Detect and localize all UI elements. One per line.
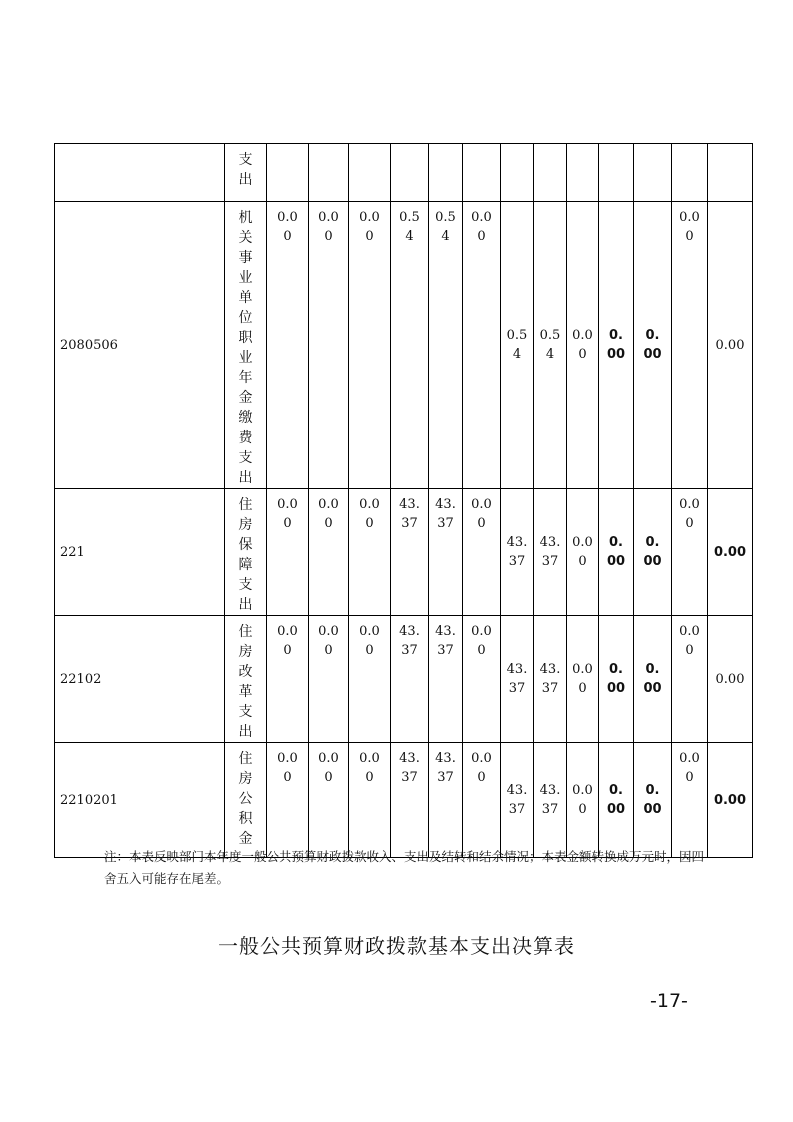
- amount-cell: [267, 144, 309, 202]
- amount-cell: [567, 743, 599, 858]
- amount-cell-text: 0.00: [606, 535, 626, 569]
- amount-cell: [463, 144, 501, 202]
- amount-cell: [501, 743, 534, 858]
- amount-cell: [534, 144, 567, 202]
- amount-cell: [309, 144, 349, 202]
- amount-cell-text: 0.00: [679, 751, 700, 785]
- amount-cell-text: 0.54: [506, 328, 528, 362]
- amount-cell: [349, 202, 391, 489]
- amount-cell: [599, 489, 634, 616]
- amount-cell-text: 43.37: [539, 535, 561, 569]
- amount-cell: [429, 144, 463, 202]
- amount-cell: [634, 489, 672, 616]
- amount-cell-text: 43.37: [506, 783, 528, 817]
- subject-name-cell-text: 机关事业单位职业年金缴费支出: [238, 210, 253, 486]
- subject-name-cell: [225, 743, 267, 858]
- amount-cell-text: 0.00: [606, 783, 626, 817]
- amount-cell: [391, 616, 429, 743]
- amount-cell: [349, 144, 391, 202]
- amount-cell-text: 0.00: [572, 328, 593, 362]
- amount-cell-text: 43.37: [539, 783, 561, 817]
- amount-cell: [267, 743, 309, 858]
- subject-code-cell: [55, 743, 225, 858]
- amount-cell-text: 0.54: [435, 210, 456, 244]
- subject-code-cell: [55, 489, 225, 616]
- amount-cell-text: 0.00: [318, 624, 339, 658]
- amount-cell-text: 0.00: [713, 792, 747, 808]
- amount-cell: [672, 743, 708, 858]
- amount-cell: [634, 616, 672, 743]
- subject-name-cell-text: 支出: [238, 152, 253, 188]
- amount-cell: [349, 743, 391, 858]
- amount-cell-text: 0.54: [399, 210, 420, 244]
- amount-cell-text: 0.00: [715, 671, 745, 687]
- amount-cell-text: 43.37: [435, 497, 456, 531]
- amount-cell: [501, 144, 534, 202]
- amount-cell-text: 0.00: [277, 497, 298, 531]
- amount-cell: [349, 489, 391, 616]
- amount-cell: [634, 144, 672, 202]
- table-row: [55, 489, 753, 616]
- amount-cell: [309, 489, 349, 616]
- amount-cell-text: 0.00: [277, 751, 298, 785]
- amount-cell: [567, 616, 599, 743]
- amount-cell-text: 43.37: [435, 624, 456, 658]
- amount-cell: [634, 202, 672, 489]
- subject-name-cell: [225, 202, 267, 489]
- amount-cell-text: 0.00: [471, 624, 492, 658]
- amount-cell-text: 0.00: [679, 624, 700, 658]
- amount-cell: [708, 489, 753, 616]
- amount-cell-text: 0.00: [679, 497, 700, 531]
- amount-cell: [501, 489, 534, 616]
- amount-cell: [463, 743, 501, 858]
- amount-cell-text: 0.00: [643, 783, 662, 817]
- page-number: -17-: [650, 990, 688, 1012]
- amount-cell-text: 0.00: [713, 544, 747, 560]
- amount-cell-text: 43.37: [539, 662, 561, 696]
- amount-cell: [534, 202, 567, 489]
- amount-cell-text: 0.00: [471, 751, 492, 785]
- amount-cell: [429, 202, 463, 489]
- amount-cell: [267, 616, 309, 743]
- subject-name-cell: [225, 144, 267, 202]
- subject-code-cell-text: 2210201: [60, 792, 118, 808]
- amount-cell-text: 0.00: [471, 497, 492, 531]
- amount-cell: [672, 489, 708, 616]
- table-row: [55, 616, 753, 743]
- amount-cell: [309, 202, 349, 489]
- amount-cell: [599, 743, 634, 858]
- amount-cell-text: 43.37: [506, 535, 528, 569]
- amount-cell-text: 0.00: [471, 210, 492, 244]
- amount-cell-text: 0.00: [318, 497, 339, 531]
- amount-cell-text: 0.00: [606, 662, 626, 696]
- amount-cell-text: 0.00: [318, 751, 339, 785]
- subject-code-cell: [55, 616, 225, 743]
- amount-cell-text: 0.00: [318, 210, 339, 244]
- table-row: [55, 743, 753, 858]
- amount-cell: [599, 144, 634, 202]
- amount-cell: [534, 489, 567, 616]
- amount-cell-text: 43.37: [506, 662, 528, 696]
- amount-cell-text: 43.37: [435, 751, 456, 785]
- subject-code-cell: [55, 202, 225, 489]
- amount-cell-text: 0.00: [572, 783, 593, 817]
- amount-cell: [267, 489, 309, 616]
- amount-cell: [501, 202, 534, 489]
- amount-cell-text: 0.00: [643, 662, 662, 696]
- amount-cell: [391, 202, 429, 489]
- budget-table: [54, 143, 753, 858]
- amount-cell: [309, 616, 349, 743]
- amount-cell-text: 0.00: [359, 751, 380, 785]
- amount-cell: [599, 202, 634, 489]
- amount-cell: [567, 489, 599, 616]
- amount-cell-text: 0.00: [277, 210, 298, 244]
- amount-cell: [708, 202, 753, 489]
- amount-cell: [349, 616, 391, 743]
- amount-cell-text: 0.00: [679, 210, 700, 244]
- subject-code-cell-text: 2080506: [60, 337, 118, 353]
- amount-cell-text: 0.00: [359, 497, 380, 531]
- amount-cell: [708, 743, 753, 858]
- subject-code-cell: [55, 144, 225, 202]
- amount-cell-text: 0.00: [277, 624, 298, 658]
- amount-cell-text: 0.00: [643, 535, 662, 569]
- subject-name-cell: [225, 489, 267, 616]
- amount-cell: [672, 616, 708, 743]
- amount-cell-text: 43.37: [399, 624, 420, 658]
- amount-cell: [672, 202, 708, 489]
- amount-cell: [672, 144, 708, 202]
- table-row: [55, 144, 753, 202]
- amount-cell: [391, 743, 429, 858]
- amount-cell: [708, 616, 753, 743]
- amount-cell-text: 0.00: [359, 624, 380, 658]
- amount-cell-text: 43.37: [399, 751, 420, 785]
- next-table-title: 一般公共预算财政拨款基本支出决算表: [218, 934, 575, 958]
- amount-cell-text: 0.00: [643, 328, 662, 362]
- amount-cell: [567, 202, 599, 489]
- subject-code-cell-text: 221: [60, 544, 85, 560]
- amount-cell: [634, 743, 672, 858]
- amount-cell: [429, 743, 463, 858]
- subject-name-cell-text: 住房改革支出: [238, 624, 253, 740]
- amount-cell: [501, 616, 534, 743]
- subject-name-cell-text: 住房保障支出: [238, 497, 253, 613]
- amount-cell-text: 43.37: [399, 497, 420, 531]
- amount-cell: [391, 144, 429, 202]
- amount-cell-text: 0.00: [572, 662, 593, 696]
- amount-cell-text: 0.00: [606, 328, 626, 362]
- table-note: 注：本表反映部门本年度一般公共预算财政拨款收入、支出及结转和结余情况；本表金额转换成万元时，因四舍五入可能存在尾差。: [104, 849, 705, 886]
- subject-name-cell: [225, 616, 267, 743]
- amount-cell-text: 0.00: [572, 535, 593, 569]
- amount-cell: [599, 616, 634, 743]
- amount-cell: [567, 144, 599, 202]
- amount-cell: [463, 616, 501, 743]
- amount-cell: [534, 616, 567, 743]
- amount-cell: [463, 202, 501, 489]
- amount-cell: [534, 743, 567, 858]
- amount-cell: [391, 489, 429, 616]
- amount-cell: [429, 489, 463, 616]
- amount-cell: [708, 144, 753, 202]
- amount-cell-text: 0.00: [359, 210, 380, 244]
- amount-cell-text: 0.00: [715, 337, 745, 353]
- subject-name-cell-text: 住房公积金: [238, 751, 253, 847]
- amount-cell-text: 0.54: [539, 328, 561, 362]
- table-row: [55, 202, 753, 489]
- amount-cell: [463, 489, 501, 616]
- amount-cell: [429, 616, 463, 743]
- amount-cell: [267, 202, 309, 489]
- amount-cell: [309, 743, 349, 858]
- subject-code-cell-text: 22102: [60, 671, 102, 687]
